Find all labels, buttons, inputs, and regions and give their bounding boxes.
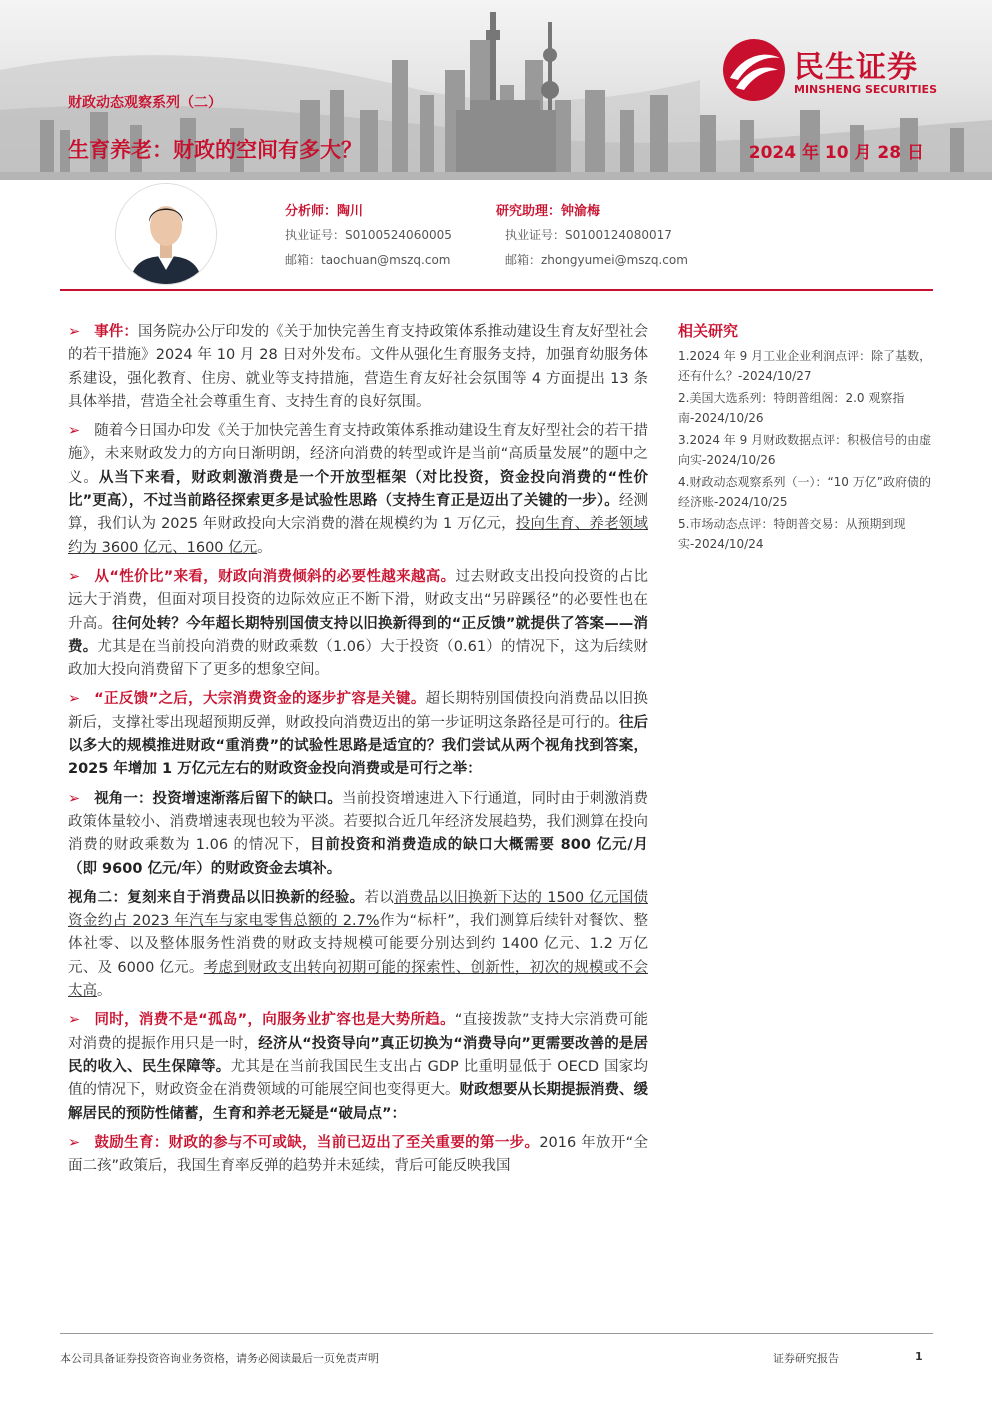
body-paragraph <box>68 688 648 781</box>
bullet-arrow-icon: ➢ <box>68 423 81 440</box>
text-run: 考虑到财政支出转向初期可能的探索性、创新性，初次的规模或不会太高 <box>68 959 648 1000</box>
bullet-arrow-icon: ➢ <box>68 568 81 585</box>
page-number: 1 <box>915 1350 923 1363</box>
body-paragraph <box>68 887 648 1003</box>
related-research-item[interactable]: 3.2024 年 9 月财政数据点评：积极信号的由虚向实-2024/10/26 <box>678 433 932 467</box>
text-run: 若以 <box>364 889 395 906</box>
report-title: 生育养老：财政的空间有多大？ <box>68 138 362 162</box>
assistant-email[interactable]: 邮箱：zhongyumei@mszq.com <box>505 253 688 267</box>
minsheng-logo-icon <box>722 38 786 102</box>
body-paragraph <box>68 788 648 881</box>
report-date: 2024 年 10 月 28 日 <box>748 143 924 163</box>
text-run: 鼓励生育：财政的参与不可或缺，当前已迈出了至关重要的第一步。 <box>94 1134 540 1151</box>
text-run: 投向生育、养老领域约为 3600 亿元、1600 亿元 <box>68 516 648 556</box>
text-run: 往后以多大的规模推进财政“重消费”的试验性思路是适宜的？我们尝试从两个视角找到答案，2025 年增加 1 万亿元左右的财政资金投向消费或是可行之举： <box>68 714 648 778</box>
text-run: 视角一：投资增速渐落后留下的缺口。 <box>94 790 343 807</box>
analyst-name: 分析师：陶川 <box>285 204 364 219</box>
related-research-item[interactable]: 4.财政动态观察系列（一）：“10 万亿”政府债的经济账-2024/10/25 <box>678 475 931 509</box>
text-run: 当前投资增速进入下行通道，同时由于刺激消费政策体量较小、消费增速表现也较为平淡。若要拟合近几年经济发展趋势，我们测算在投向消费的财政乘数为 1.06 的情况下， <box>68 790 649 854</box>
text-run: 事件： <box>94 324 138 340</box>
bullet-arrow-icon: ➢ <box>68 1134 81 1151</box>
text-run: 。 <box>257 539 272 556</box>
text-run: 过去财政支出投向投资的占比远大于消费，但面对项目投资的边际效应正不断下滑，财政支出“另辟蹊径”的必要性也在升高。 <box>68 568 649 632</box>
bullet-arrow-icon: ➢ <box>68 790 81 807</box>
brand-name-cn: 民生证券 <box>794 50 918 85</box>
bullet-arrow-icon: ➢ <box>68 1012 81 1029</box>
text-run: 往何处转？今年超长期特别国债支持以旧换新得到的“正反馈”就提供了答案——消费。 <box>68 615 649 655</box>
bullet-arrow-icon: ➢ <box>68 324 81 340</box>
text-run: 经测算，我们认为 2025 年财政投向大宗消费的潜在规模约为 1 万亿元， <box>68 493 648 533</box>
text-run: 经济从“投资导向”真正切换为“消费导向”更需要改善的是居民的收入、民生保障等。 <box>68 1035 648 1075</box>
text-run: 从“性价比”来看，财政向消费倾斜的必要性越来越高。 <box>94 568 456 585</box>
footer-report-type: 证券研究报告 <box>773 1352 839 1365</box>
related-research-sidebar <box>678 320 936 557</box>
header-divider <box>60 289 933 291</box>
related-research-item[interactable]: 2.美国大选系列：特朗普组阁：2.0 观察指南-2024/10/26 <box>678 391 905 425</box>
body-paragraph <box>68 566 648 682</box>
body-paragraph <box>68 321 648 414</box>
text-run: “直接拨款”支持大宗消费可能对消费的提振作用只是一时， <box>68 1012 648 1052</box>
report-series: 财政动态观察系列（二） <box>68 95 222 111</box>
text-run: 尤其是在当前投向消费的财政乘数（1.06）大于投资（0.61）的情况下，这为后续财政加大投向消费留下了更多的想象空间。 <box>68 638 649 679</box>
text-run: 随着今日国办印发《关于加快完善生育支持政策体系推动建设生育友好型社会的若干措施》，未来财政发力的方向日渐明朗，经济向消费的转型或许是当前“高质量发展”的题中之义。 <box>68 423 648 486</box>
brand-logo <box>722 38 962 102</box>
body-paragraph <box>68 1132 648 1179</box>
text-run: 2016 年放开“全面二孩”政策后，我国生育率反弹的趋势并未延续，背后可能反映我国 <box>68 1134 648 1175</box>
assistant-name: 研究助理：钟渝梅 <box>496 204 601 219</box>
text-run: 超长期特别国债投向消费品以旧换新后，支撑社零出现超预期反弹，财政投向消费迈出的第一步证明这条路径是可行的。 <box>68 691 649 731</box>
related-research-item[interactable]: 1.2024 年 9 月工业企业利润点评：除了基数，还有什么？-2024/10/27 <box>678 349 932 383</box>
text-run: 消费品以旧换新下达的 1500 亿元国债资金约占 2023 年汽车与家电零售总额的 2.7% <box>68 889 649 930</box>
text-run: “正反馈”之后，大宗消费资金的逐步扩容是关键。 <box>94 691 426 708</box>
report-body <box>68 321 648 1184</box>
text-run: 财政想要从长期提振消费、缓解居民的预防性储蓄，生育和养老无疑是“破局点”： <box>68 1082 648 1122</box>
assistant-cert: 执业证号：S0100124080017 <box>505 228 672 242</box>
bullet-arrow-icon: ➢ <box>68 691 81 708</box>
related-research-item[interactable]: 5.市场动态点评：特朗普交易：从预期到现实-2024/10/24 <box>678 517 906 551</box>
text-run: 视角二：复刻来自于消费品以旧换新的经验。 <box>68 889 365 906</box>
person-icon <box>116 184 216 284</box>
brand-name-en: MINSHENG SECURITIES <box>794 83 937 96</box>
header-banner <box>0 0 992 180</box>
text-run: 同时，消费不是“孤岛”，向服务业扩容也是大势所趋。 <box>94 1012 455 1029</box>
body-paragraph <box>68 1009 648 1125</box>
analyst-cert: 执业证号：S0100524060005 <box>285 228 452 242</box>
related-research-title: 相关研究 <box>678 322 739 340</box>
text-run: 作为“标杆”，我们测算后续针对餐饮、整体社零、以及整体服务性消费的财政支持规模可能要分别达到约 1400 亿元、1.2 万亿元、及 6000 亿元。 <box>68 913 648 976</box>
analyst-avatar <box>116 184 216 284</box>
text-run: 从当下来看，财政刺激消费是一个开放型框架（对比投资，资金投向消费的“性价比”更高），不过当前路径探索更多是试验性思路（支持生育正是迈出了关键的一步）。 <box>68 469 649 510</box>
text-run: 。 <box>97 983 112 1000</box>
text-run: 国务院办公厅印发的《关于加快完善生育支持政策体系推动建设生育友好型社会的若干措施》2024 年 10 月 28 日对外发布。文件从强化生育服务支持，加强育幼服务体系建设，强化教育、住房、就业等支持措施，营造生育友好社会氛围等 4 方面提出 13 条具体举措，营造全社会尊重生育、支持生育的良好氛围。 <box>68 324 649 410</box>
text-run: 尤其是在当前我国民生支出占 GDP 比重明显低于 OECD 国家均值的情况下，财政资金在消费领域的可能展空间也变得更大。 <box>68 1058 648 1099</box>
text-run: 目前投资和消费造成的缺口大概需要 800 亿元/月（即 9600 亿元/年）的财政资金去填补。 <box>68 837 648 877</box>
body-paragraph <box>68 420 648 560</box>
analyst-email[interactable]: 邮箱：taochuan@mszq.com <box>285 253 451 267</box>
footer-disclaimer: 本公司具备证券投资咨询业务资格，请务必阅读最后一页免责声明 <box>60 1352 379 1365</box>
footer-divider <box>60 1333 933 1334</box>
